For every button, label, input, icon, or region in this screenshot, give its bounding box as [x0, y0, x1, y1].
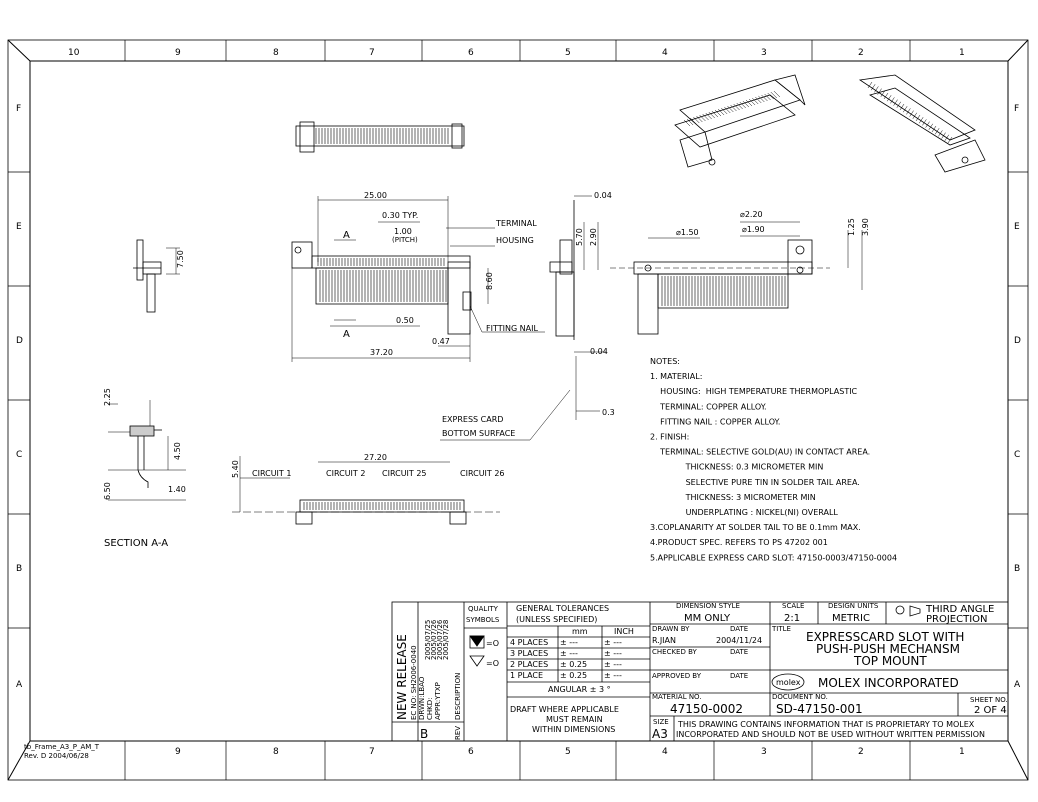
row-label-right-D: D: [1014, 336, 1021, 346]
label-express-card: EXPRESS CARD: [442, 415, 504, 424]
sheet-no-value: 2 OF 4: [974, 705, 1007, 716]
dim-2-25: 2.25: [103, 388, 112, 406]
checked-by-label: CHECKED BY: [652, 648, 697, 656]
iso-view-2: [860, 75, 985, 172]
tolerance-mm: ± ---: [560, 649, 578, 658]
molex-logo: molex: [776, 678, 801, 687]
checked-date-label: DATE: [730, 648, 749, 656]
rev-label: REV: [454, 725, 462, 740]
section-mark-a-top: A: [343, 230, 350, 241]
dim-1-25: 1.25: [847, 218, 856, 236]
dim-0-50: 0.50: [396, 316, 414, 325]
size-label: SIZE: [653, 718, 669, 726]
info-block: [652, 602, 1008, 741]
row-label-right-C: C: [1014, 450, 1021, 460]
checked-by-rev: CHKD:: [426, 697, 434, 720]
dim-27-20: 27.20: [364, 453, 387, 462]
dimension-style-value: MM ONLY: [684, 613, 731, 624]
tolerance-places: 1 PLACE: [510, 671, 544, 680]
note-line: THICKNESS: 3 MICROMETER MIN: [650, 492, 816, 502]
template-id-line1: tb_Frame_A3_P_AM_T: [24, 743, 100, 751]
tolerance-inch: ± ---: [604, 671, 622, 680]
approved-by-label: APPROVED BY: [652, 672, 702, 680]
row-label-right-B: B: [1014, 564, 1021, 574]
scale-label: SCALE: [782, 602, 805, 610]
drawn-date-label: DATE: [730, 625, 749, 633]
proprietary-line-1: THIS DRAWING CONTAINS INFORMATION THAT IS PROPRIETARY TO MOLEX: [678, 720, 975, 729]
approved-date-rev: 2005/07/28: [442, 619, 450, 660]
draft-line-3: WITHIN DIMENSIONS: [532, 725, 616, 734]
proprietary-line-2: INCORPORATED AND SHOULD NOT BE USED WITHOUT WRITTEN PERMISSION: [676, 730, 985, 739]
drawn-date-value: 2004/11/24: [716, 636, 763, 645]
iso-view-1: [675, 75, 805, 167]
projection-line-1: THIRD ANGLE: [926, 604, 995, 615]
title-line-3: TOP MOUNT: [854, 654, 927, 668]
approved-by-rev: APPR:YTXP: [434, 682, 442, 720]
note-line: 2. FINISH:: [650, 432, 690, 442]
design-units-label: DESIGN UNITS: [828, 602, 879, 610]
dim-phi-2-20: ⌀2.20: [740, 210, 763, 219]
col-label-top-10: 10: [68, 48, 80, 58]
row-label-left-D: D: [16, 336, 23, 346]
scale-value: 2:1: [784, 613, 801, 624]
tolerance-places: 4 PLACES: [510, 638, 549, 647]
col-label-bottom-7: 7: [369, 747, 375, 757]
dim-7-50: 7.50: [176, 250, 185, 268]
label-circuit-25: CIRCUIT 25: [382, 469, 427, 478]
note-line: THICKNESS: 0.3 MICROMETER MIN: [650, 462, 824, 472]
quality-label: QUALITY: [468, 605, 498, 613]
dim-37-20: 37.20: [370, 348, 393, 357]
notes-block: [650, 357, 897, 562]
dim-4-50: 4.50: [173, 442, 182, 460]
revision-letter: B: [420, 727, 429, 741]
note-line: UNDERPLATING : NICKEL(NI) OVERALL: [650, 508, 838, 517]
unless-specified: (UNLESS SPECIFIED): [516, 615, 598, 624]
dim-1-00: 1.00: [394, 227, 412, 236]
label-circuit-26: CIRCUIT 26: [460, 469, 505, 478]
dim-5-70: 5.70: [575, 228, 584, 246]
projection-line-2: PROJECTION: [926, 614, 988, 625]
approved-date-label: DATE: [730, 672, 749, 680]
col-label-bottom-3: 3: [761, 747, 767, 757]
col-label-bottom-5: 5: [565, 747, 571, 757]
note-line: 4.PRODUCT SPEC. REFERS TO PS 47202 001: [650, 538, 828, 548]
label-circuit-1: CIRCUIT 1: [252, 469, 292, 478]
note-line: TERMINAL: COPPER ALLOY.: [650, 402, 767, 412]
row-label-left-F: F: [16, 104, 22, 114]
dim-2-90: 2.90: [589, 228, 598, 246]
note-line: 5.APPLICABLE EXPRESS CARD SLOT: 47150-0003/47150-0004: [650, 553, 898, 563]
dim-0-3: 0.3: [602, 408, 615, 417]
note-line: SELECTIVE PURE TIN IN SOLDER TAIL AREA.: [650, 477, 860, 487]
dim-5-40: 5.40: [231, 460, 240, 478]
material-no-label: MATERIAL NO.: [652, 693, 702, 701]
mm-header: mm: [572, 627, 588, 636]
tolerance-places: 3 PLACES: [510, 649, 549, 658]
sheet-frame: [8, 40, 1028, 780]
label-bottom-surface: BOTTOM SURFACE: [442, 429, 516, 438]
row-label-right-F: F: [1014, 104, 1020, 114]
description-label: DESCRIPTION: [454, 672, 462, 720]
dimension-style-label: DIMENSION STYLE: [676, 602, 740, 610]
col-label-bottom-4: 4: [662, 747, 668, 757]
tolerance-inch: ± ---: [604, 649, 622, 658]
tolerance-mm: ± ---: [560, 638, 578, 647]
design-units-value: METRIC: [832, 613, 870, 624]
note-line: 1. MATERIAL:: [650, 372, 703, 382]
label-terminal: TERMINAL: [496, 219, 537, 228]
column-labels-bottom: [175, 747, 965, 757]
revision-block: [395, 619, 462, 741]
col-label-bottom-1: 1: [959, 747, 965, 757]
symbols-label: SYMBOLS: [466, 616, 500, 624]
dim-25-00: 25.00: [364, 191, 387, 200]
bottom-view: [610, 240, 830, 334]
col-label-top-5: 5: [565, 48, 571, 58]
top-view-small: [296, 122, 464, 152]
drawn-by-rev: DRWN:LBAO: [418, 676, 426, 720]
dim-1-40: 1.40: [168, 485, 186, 494]
row-label-right-A: A: [1014, 680, 1021, 690]
label-circuit-2: CIRCUIT 2: [326, 469, 366, 478]
drawn-by-value: R.JIAN: [652, 636, 676, 645]
col-label-bottom-2: 2: [858, 747, 864, 757]
row-label-left-A: A: [16, 680, 23, 690]
material-no-value: 47150-0002: [670, 702, 744, 716]
dim-8-60: 8.60: [485, 272, 494, 290]
document-no-label: DOCUMENT NO.: [772, 693, 828, 701]
sheet-no-label: SHEET NO.: [970, 696, 1008, 704]
title-label: TITLE: [772, 625, 791, 633]
tolerance-block: [510, 604, 634, 734]
dim-0-47: 0.47: [432, 337, 450, 346]
row-label-left-B: B: [16, 564, 23, 574]
row-label-right-E: E: [1014, 222, 1020, 232]
title-line-2: PUSH-PUSH MECHANSM: [816, 642, 960, 656]
dim-0-04-bottom: 0.04: [590, 347, 608, 356]
row-labels-right: [1014, 104, 1021, 690]
row-label-left-E: E: [16, 222, 22, 232]
col-label-top-7: 7: [369, 48, 375, 58]
rear-view: [232, 456, 500, 524]
side-view-small: [133, 240, 180, 312]
tolerance-places: 2 PLACES: [510, 660, 549, 669]
company-name: MOLEX INCORPORATED: [818, 676, 959, 690]
quality-symbol-1: =O: [486, 639, 499, 648]
inch-header: INCH: [614, 627, 634, 636]
col-label-top-2: 2: [858, 48, 864, 58]
general-tolerances: GENERAL TOLERANCES: [516, 604, 610, 613]
tolerance-inch: ± ---: [604, 638, 622, 647]
dim-pitch-typ: 0.30 TYP.: [382, 211, 419, 220]
size-value: A3: [652, 727, 668, 741]
tolerance-inch: ± ---: [604, 660, 622, 669]
label-housing: HOUSING: [496, 236, 534, 245]
dim-phi-1-90: ⌀1.90: [742, 225, 765, 234]
note-line: TERMINAL: SELECTIVE GOLD(AU) IN CONTACT AREA.: [650, 447, 871, 457]
col-label-top-9: 9: [175, 48, 181, 58]
note-line: 3.COPLANARITY AT SOLDER TAIL TO BE 0.1mm MAX.: [650, 523, 861, 533]
quality-symbol-2: =O: [486, 659, 499, 668]
note-line: FITTING NAIL : COPPER ALLOY.: [650, 417, 781, 427]
drawn-date-rev: 2005/07/26: [430, 619, 438, 660]
dim-6-50: 6.50: [103, 482, 112, 500]
tolerance-mm: ± 0.25: [560, 660, 588, 669]
drawn-by-label: DRAWN BY: [652, 625, 690, 633]
col-label-bottom-8: 8: [273, 747, 279, 757]
section-a-a-label: SECTION A-A: [104, 538, 169, 549]
front-view: [292, 242, 471, 334]
section-mark-a-bottom: A: [343, 329, 350, 340]
col-label-top-6: 6: [468, 48, 474, 58]
draft-line-2: MUST REMAIN: [546, 715, 603, 724]
col-label-top-1: 1: [959, 48, 965, 58]
document-no-value: SD-47150-001: [776, 702, 863, 716]
note-line: NOTES:: [650, 357, 680, 366]
dim-0-04-top: 0.04: [594, 191, 612, 200]
col-label-bottom-9: 9: [175, 747, 181, 757]
template-id-line2: Rev. D 2004/06/28: [24, 752, 89, 760]
grid-ticks: [8, 40, 1028, 780]
note-line: HOUSING: HIGH TEMPERATURE THERMOPLASTIC: [650, 387, 858, 397]
col-label-top-8: 8: [273, 48, 279, 58]
ec-number: EC NO: SH2006-0040: [410, 645, 418, 720]
col-label-bottom-6: 6: [468, 747, 474, 757]
ec-date: 2005/07/25: [424, 619, 432, 660]
row-label-left-C: C: [16, 450, 23, 460]
dim-3-90: 3.90: [861, 218, 870, 236]
angular-tolerance: ANGULAR ± 3 °: [548, 685, 611, 694]
column-labels-top: [68, 48, 965, 58]
row-labels-left: [16, 104, 23, 690]
label-fitting-nail: FITTING NAIL: [486, 324, 538, 333]
col-label-top-3: 3: [761, 48, 767, 58]
checked-date-rev: 2005/07/26: [436, 619, 444, 660]
dim-pitch-label: (PITCH): [392, 236, 418, 244]
revision-title: NEW RELEASE: [395, 634, 409, 720]
dim-phi-1-50: ⌀1.50: [676, 228, 699, 237]
col-label-top-4: 4: [662, 48, 668, 58]
tolerance-mm: ± 0.25: [560, 671, 588, 680]
title-line-1: EXPRESSCARD SLOT WITH: [806, 630, 965, 644]
draft-line-1: DRAFT WHERE APPLICABLE: [510, 705, 619, 714]
